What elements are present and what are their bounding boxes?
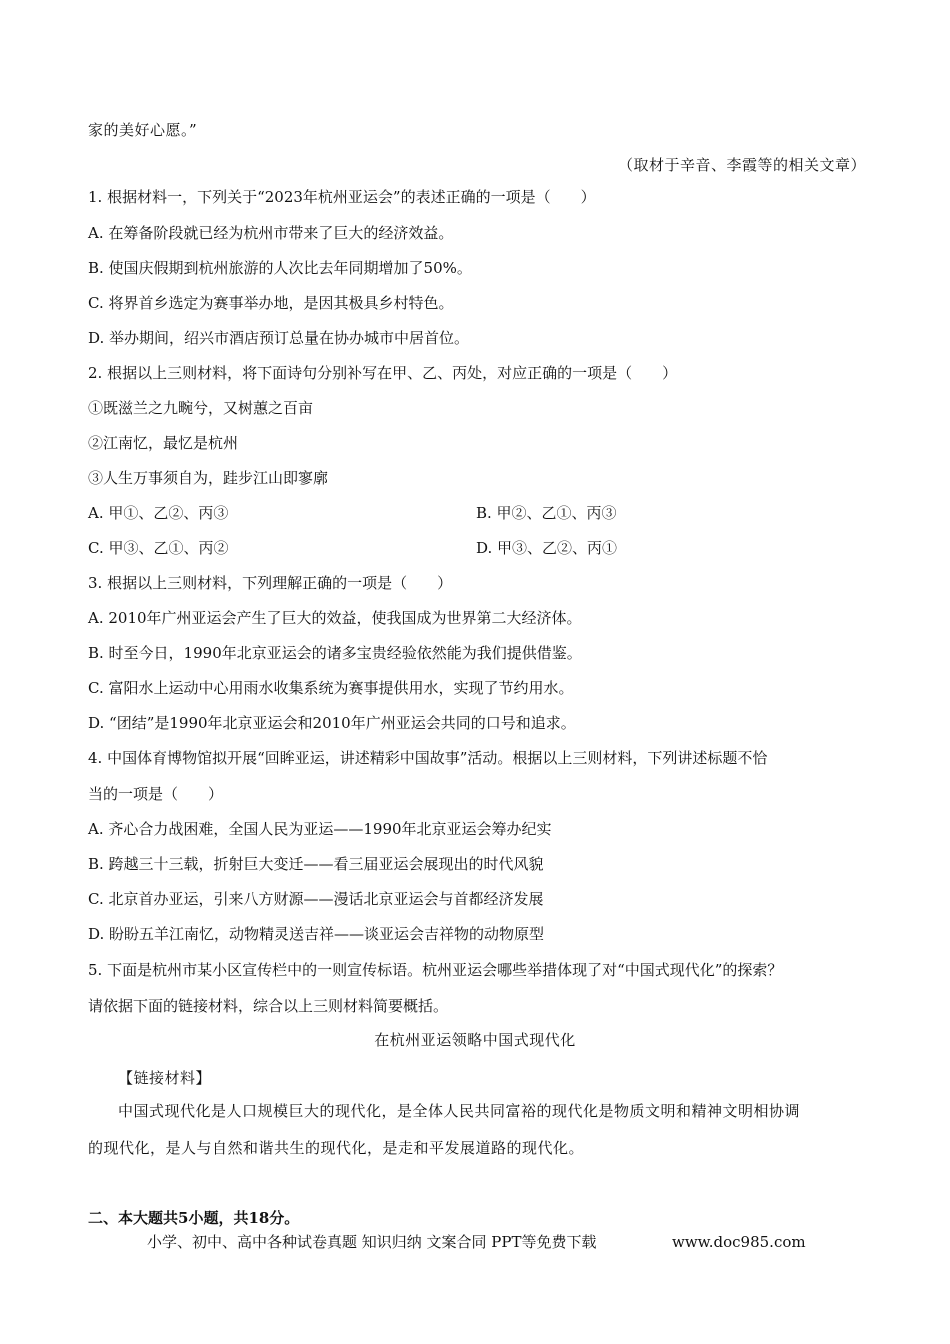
question-2-option-b: B. 甲②、乙①、丙③ [476, 504, 617, 522]
question-4-option-a: A. 齐心合力战困难，全国人民为亚运——1990年北京亚运会筹办纪实 [88, 820, 552, 838]
question-2-option-c: C. 甲③、乙①、丙② [88, 539, 229, 557]
footer-url-link[interactable]: www.doc985.com [672, 1233, 806, 1251]
section-heading: 二、本大题共5小题，共18分。 [88, 1209, 300, 1227]
question-4-option-c: C. 北京首办亚运，引来八方财源——漫话北京亚运会与首都经济发展 [88, 890, 544, 908]
question-4-option-b: B. 跨越三十三载，折射巨大变迁——看三届亚运会展现出的时代风貌 [88, 855, 544, 873]
question-4-option-d: D. 盼盼五羊江南忆，动物精灵送吉祥——谈亚运会吉祥物的动物原型 [88, 925, 545, 943]
question-2-option-d: D. 甲③、乙②、丙① [476, 539, 618, 557]
link-material-text-line-1: 中国式现代化是人口规模巨大的现代化，是全体人民共同富裕的现代化是物质文明和精神文明相协调 [118, 1102, 801, 1120]
question-3-option-b: B. 时至今日，1990年北京亚运会的诸多宝贵经验依然能为我们提供借鉴。 [88, 644, 582, 662]
question-3-option-d: D. “团结”是1990年北京亚运会和2010年广州亚运会共同的口号和追求。 [88, 714, 576, 732]
link-material-label: 【链接材料】 [118, 1069, 212, 1087]
question-1-option-c: C. 将界首乡选定为赛事举办地，是因其极具乡村特色。 [88, 294, 454, 312]
intro-continuation: 家的美好心愿。” [88, 121, 198, 139]
question-1-option-d: D. 举办期间，绍兴市酒店预订总量在协办城市中居首位。 [88, 329, 470, 347]
question-2-stem: 2. 根据以上三则材料，将下面诗句分别补写在甲、乙、丙处，对应正确的一项是（ ） [88, 364, 678, 382]
question-2-poem-3: ③人生万事须自为，跬步江山即寥廓 [88, 469, 329, 487]
question-4-stem-line-1: 4. 中国体育博物馆拟开展“回眸亚运，讲述精彩中国故事”活动。根据以上三则材料，下列讲述标题不恰 [88, 749, 768, 767]
question-3-option-a: A. 2010年广州亚运会产生了巨大的效益，使我国成为世界第二大经济体。 [88, 609, 582, 627]
question-3-option-c: C. 富阳水上运动中心用雨水收集系统为赛事提供用水，实现了节约用水。 [88, 679, 574, 697]
question-2-poem-1: ①既滋兰之九畹兮，又树蕙之百亩 [88, 399, 314, 417]
question-1-stem: 1. 根据材料一，下列关于“2023年杭州亚运会”的表述正确的一项是（ ） [88, 188, 596, 206]
question-5-stem-line-2: 请依据下面的链接材料，综合以上三则材料简要概括。 [88, 997, 449, 1015]
question-1-option-b: B. 使国庆假期到杭州旅游的人次比去年同期增加了50%。 [88, 259, 472, 277]
slogan-title: 在杭州亚运领略中国式现代化 [374, 1031, 576, 1049]
link-material-text-line-2: 的现代化，是人与自然和谐共生的现代化，是走和平发展道路的现代化。 [88, 1139, 585, 1157]
question-3-stem: 3. 根据以上三则材料，下列理解正确的一项是（ ） [88, 574, 453, 592]
footer-text: 小学、初中、高中各种试卷真题 知识归纳 文案合同 PPT等免费下载 [147, 1233, 597, 1251]
question-4-stem-line-2: 当的一项是（ ） [88, 785, 224, 803]
question-2-poem-2: ②江南忆，最忆是杭州 [88, 434, 239, 452]
question-5-stem-line-1: 5. 下面是杭州市某小区宣传栏中的一则宣传标语。杭州亚运会哪些举措体现了对“中国式现代化”的探索？ [88, 961, 783, 979]
question-2-option-a: A. 甲①、乙②、丙③ [88, 504, 229, 522]
source-citation: （取材于辛音、李霞等的相关文章） [617, 156, 866, 174]
question-1-option-a: A. 在筹备阶段就已经为杭州市带来了巨大的经济效益。 [88, 224, 454, 242]
